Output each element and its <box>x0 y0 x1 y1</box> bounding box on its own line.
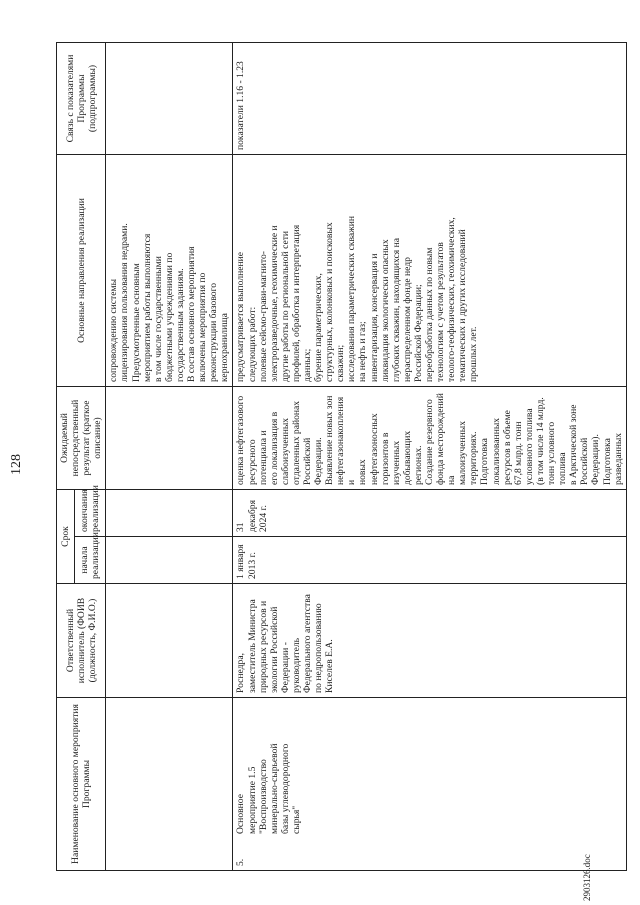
footer-code: 2903126.doc <box>582 854 592 901</box>
header-term: Срок <box>57 490 75 584</box>
end-cell: 31 декабря 2024 г. <box>233 490 626 537</box>
header-start: начала реализации <box>75 537 106 584</box>
continued-directions-cell: сопровождению системы лицензирования пользования недрами. Предусмотренные основным мероприятием работы выполняются в том числе государственными бюджетными учреждениями по государственным заданиям. В состав основного мероприятия включены мероприятия по реконструкции базового кернохранилища <box>106 155 233 387</box>
directions-cell: предусматривается выполнение следующих работ: полевые сейсмо-грави-магнито- электроразведочные, геохимические и другие работы по региональной сети профилей, обработка и интерпретация данных; бурение параметрических, структурных, колонковых и поисковых скважин; исследования параметрических скважин на нефть и газ; инвентаризация, консервация и ликвидация экологически опасных глубоких скважин, находящихся на нераспределенном фонде недр Российской Федерации; переобработка данных по новым технологиям с учетом результатов теолого-геофизических, геохимических, тематических и других исследований прошлых лет. <box>233 155 626 387</box>
program-table <box>56 42 627 871</box>
continued-responsible-cell <box>106 584 233 698</box>
continued-name-cell <box>106 698 233 871</box>
continued-end-cell <box>106 490 233 537</box>
continued-link-cell <box>106 43 233 155</box>
page-number: 128 <box>9 454 24 475</box>
header-link: Связь с показателями Программы (подпрограммы) <box>57 43 106 155</box>
header-directions: Основные направления реализации <box>57 155 106 387</box>
header-result: Ожидаемый непосредственный результат (краткое описание) <box>57 387 106 490</box>
continued-row <box>106 43 233 871</box>
result-cell: оценка нефтегазового ресурсного потенциала и его локализация в слабоизученных отдаленных районах Российской Федерации. Выявление новых зон нефтегазонакопления и новых нефтегазоносных горизонтов в изученных добывающих регионах. Создание резервного фонда месторождений на малоизученных территориях. Подготовка локализованных ресурсов в объеме 67,8 млрд. тонн условного топлива (в том числе 14 млрд. тонн условного топлива в Арктической зоне Российской Федерации). Подготовка разведанных <box>233 387 626 490</box>
header-name: Наименование основного мероприятия Программы <box>57 698 106 871</box>
row-number: 5. <box>235 858 247 866</box>
link-cell: показатели 1.16 - 1.23 <box>233 43 626 155</box>
header-end: окончания реализации <box>75 490 106 537</box>
continued-start-cell <box>106 537 233 584</box>
header-responsible: Ответственный исполнитель (ФОИВ (должность, Ф.И.О.) <box>57 584 106 698</box>
name-cell <box>233 698 626 871</box>
continued-result-cell <box>106 387 233 490</box>
table-row <box>233 43 626 871</box>
start-cell: 1 января 2013 г. <box>233 537 626 584</box>
responsible-cell: Роснедра, заместитель Министра природных ресурсов и экологии Российской Федерации - руководитель Федерального агентства по недропользованию Киселев Е.А. <box>233 584 626 698</box>
row-name: Основное мероприятие 1.5 "Воспроизводство минерально-сырьевой базы углеводородного сырья" <box>235 743 302 834</box>
header-row-1 <box>57 43 75 871</box>
